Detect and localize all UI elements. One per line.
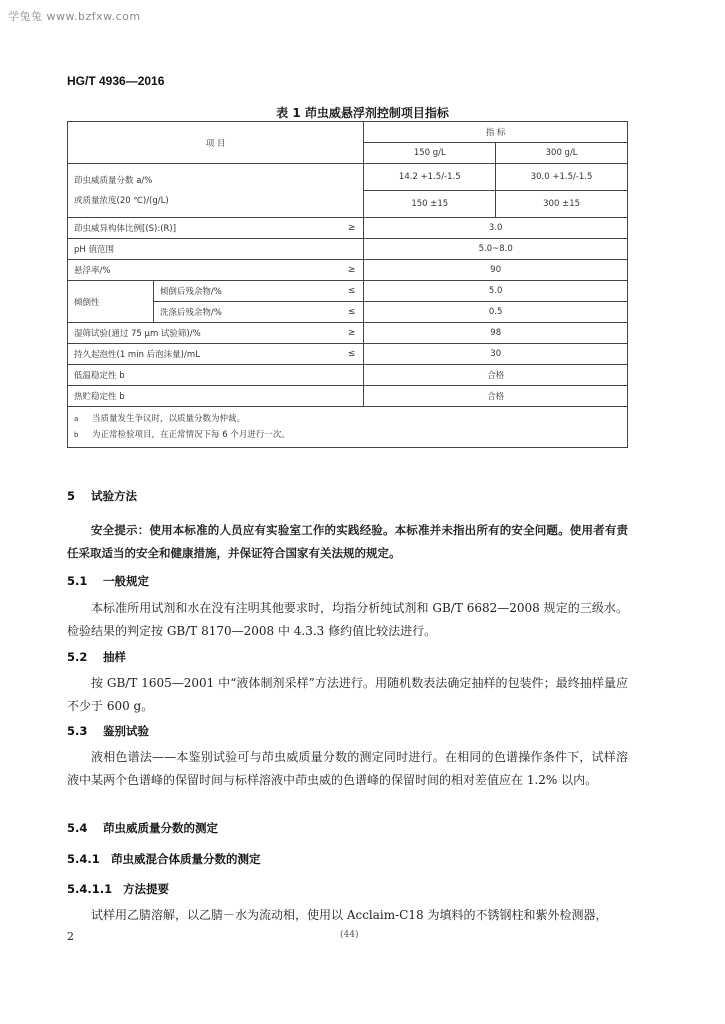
section-5-4-1-1-text: 试样用乙腈溶解，以乙腈－水为流动相，使用以 Acclaim-C18 为填料的不锈钢柱和紫外检测器， — [91, 908, 608, 922]
section-5-4-1-heading — [67, 851, 261, 867]
table-notes-row — [68, 407, 628, 448]
sieve-symbol: ≥ — [340, 323, 364, 344]
pour-residue-value: 5.0 — [364, 281, 628, 302]
table-row — [68, 323, 628, 344]
ph-value: 5.0~8.0 — [364, 239, 628, 260]
header-col-300: 300 g/L — [496, 143, 628, 164]
table-row — [68, 365, 628, 386]
mass-fraction-label: 茚虫威质量分数 a/% — [74, 175, 153, 186]
sieve-value: 98 — [364, 323, 628, 344]
note-b-mark: b — [74, 431, 79, 439]
table-row — [68, 386, 628, 407]
section-number: 5.2 — [67, 650, 88, 664]
section-5-4-1-1-heading — [67, 881, 169, 897]
low-temp-label: 低温稳定性 b — [68, 365, 364, 386]
section-5-3-heading — [67, 723, 149, 739]
section-number: 5.4.1 — [67, 852, 100, 866]
note-a-mark: a — [74, 415, 79, 423]
isomer-label: 茚虫威异构体比例[(S):(R)] — [68, 218, 340, 239]
header-index: 指 标 — [364, 122, 628, 143]
table-caption: 表 1 茚虫威悬浮剂控制项目指标 — [276, 106, 449, 120]
section-number: 5.4 — [67, 821, 88, 835]
section-title: 茚虫威混合体质量分数的测定 — [111, 852, 261, 866]
section-number: 5.4.1.1 — [67, 882, 113, 896]
section-number: 5 — [67, 489, 76, 503]
isomer-value: 3.0 — [364, 218, 628, 239]
isomer-symbol: ≥ — [340, 218, 364, 239]
section-number: 5.1 — [67, 574, 88, 588]
rinse-residue-value: 0.5 — [364, 302, 628, 323]
table-row — [68, 239, 628, 260]
section-title: 方法提要 — [123, 882, 169, 896]
pour-residue-symbol: ≤ — [340, 281, 364, 302]
header-item: 项 目 — [68, 122, 364, 164]
note-a-text: 当质量发生争议时，以质量分数为仲裁。 — [92, 414, 246, 424]
section-title: 鉴别试验 — [103, 724, 149, 738]
section-5-1-heading — [67, 573, 149, 589]
section-5-4-heading — [67, 820, 218, 836]
section-5-3-text: 液相色谱法——本鉴别试验可与茚虫威质量分数的测定同时进行。在相同的色谱操作条件下，试样溶液中某两个色谱峰的保留时间与标样溶液中茚虫威的色谱峰的保留时间的相对差值应在 1.2% 以内。 — [67, 750, 628, 787]
suspensibility-symbol: ≥ — [340, 260, 364, 281]
section-5-1-text: 本标准所用试剂和水在没有注明其他要求时，均指分析纯试剂和 GB/T 6682—2008 规定的三级水。检验结果的判定按 GB/T 8170—2008 中 4.3.3 修约值比较法进行。 — [67, 601, 628, 638]
section-number: 5.3 — [67, 724, 88, 738]
mass-cell — [68, 164, 364, 218]
header-col-150: 150 g/L — [364, 143, 496, 164]
table-row — [68, 260, 628, 281]
foam-label: 持久起泡性(1 min 后泡沫量)/mL — [68, 344, 340, 365]
table-row — [68, 344, 628, 365]
watermark: 学兔兔 www.bzfxw.com — [8, 10, 141, 23]
heat-value: 合格 — [364, 386, 628, 407]
table-row — [68, 281, 628, 302]
table-row — [68, 218, 628, 239]
pourability-label: 倾倒性 — [68, 281, 154, 323]
standard-id: HG/T 4936—2016 — [67, 74, 165, 88]
note-a — [74, 411, 621, 427]
section-title: 抽样 — [103, 650, 126, 664]
ph-label: pH 值范围 — [68, 239, 364, 260]
section-title: 一般规定 — [103, 574, 149, 588]
concentration-150: 150 ±15 — [364, 191, 496, 218]
safety-note: 安全提示：使用本标准的人员应有实验室工作的实践经验。本标准并未指出所有的安全问题。使用者有责任采取适当的安全和健康措施，并保证符合国家有关法规的规定。 — [67, 523, 628, 560]
spec-table — [67, 121, 628, 448]
rinse-residue-label: 洗涤后残余物/% — [153, 302, 340, 323]
note-b — [74, 427, 621, 443]
low-temp-value: 合格 — [364, 365, 628, 386]
heat-label: 热贮稳定性 b — [68, 386, 364, 407]
sieve-label: 湿筛试验(通过 75 μm 试验筛)/% — [68, 323, 340, 344]
suspensibility-label: 悬浮率/% — [68, 260, 340, 281]
note-b-text: 为正常检验项目，在正常情况下每 6 个月进行一次。 — [92, 430, 290, 440]
page-number: 2 — [67, 930, 74, 943]
mass-fraction-150: 14.2 +1.5/-1.5 — [364, 164, 496, 191]
suspensibility-value: 90 — [364, 260, 628, 281]
foam-symbol: ≤ — [340, 344, 364, 365]
rinse-residue-symbol: ≤ — [340, 302, 364, 323]
concentration-label: 或质量浓度(20 ℃)/(g/L) — [74, 195, 169, 206]
section-5-heading — [67, 488, 137, 504]
concentration-300: 300 ±15 — [496, 191, 628, 218]
table-header-row — [68, 122, 628, 143]
table-row — [68, 164, 628, 191]
page-mark: (44) — [340, 930, 359, 940]
pour-residue-label: 倾倒后残余物/% — [153, 281, 340, 302]
table-notes — [68, 407, 628, 448]
section-title: 试验方法 — [91, 489, 137, 503]
mass-fraction-300: 30.0 +1.5/-1.5 — [496, 164, 628, 191]
section-title: 茚虫威质量分数的测定 — [103, 821, 218, 835]
section-5-2-text: 按 GB/T 1605—2001 中“液体制剂采样”方法进行。用随机数表法确定抽样的包装件；最终抽样量应不少于 600 g。 — [67, 676, 628, 713]
foam-value: 30 — [364, 344, 628, 365]
section-5-2-heading — [67, 649, 126, 665]
